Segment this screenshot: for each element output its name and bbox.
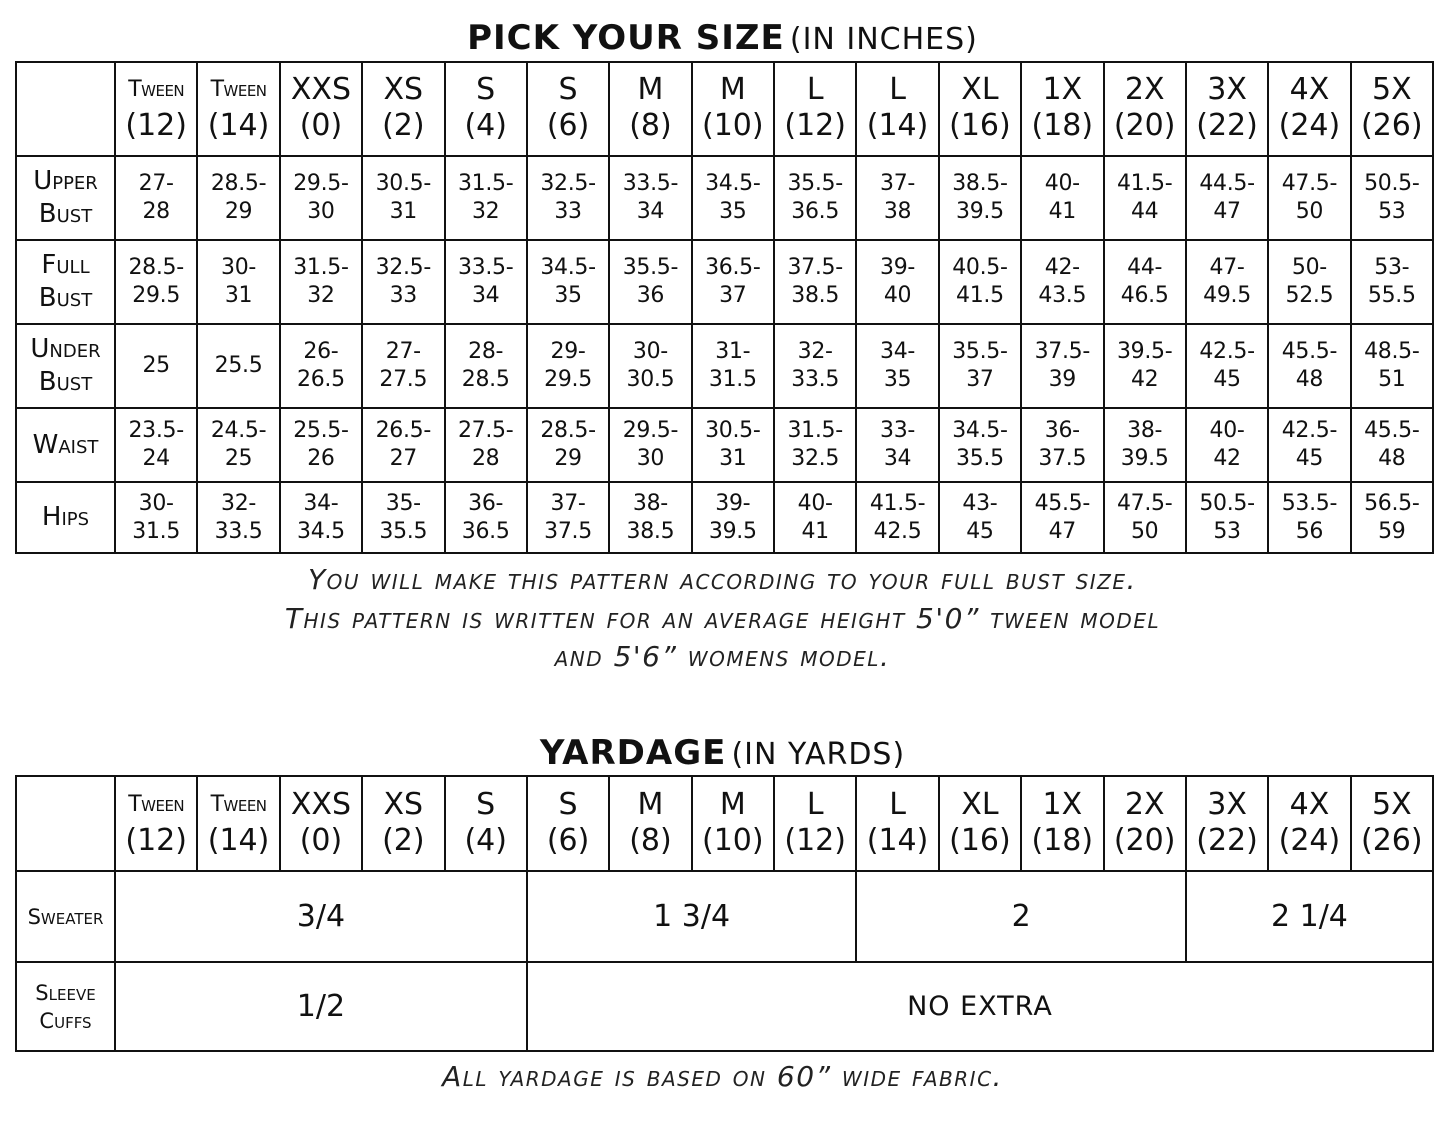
measurement-cell: 24.5- 25 — [197, 408, 279, 482]
yardage-chart-column-header — [197, 776, 279, 871]
size-number: (20) — [1113, 108, 1176, 143]
yardage-chart-corner-cell — [16, 776, 115, 871]
measurement-cell: 28.5- 29 — [527, 408, 609, 482]
measurement-cell: 39- 40 — [856, 240, 938, 324]
yardage-chart-row — [16, 871, 1433, 962]
size-name: L — [889, 786, 906, 822]
size-chart-row — [16, 156, 1433, 240]
yardage-chart-column-header — [115, 776, 197, 871]
measurement-cell: 25 — [115, 324, 197, 408]
yardage-chart-unit: (IN YARDS) — [731, 737, 906, 772]
measurement-cell: 35.5- 37 — [939, 324, 1021, 408]
measurement-cell: 50.5- 53 — [1351, 156, 1433, 240]
measurement-cell: 34.5- 35.5 — [939, 408, 1021, 482]
measurement-cell: 27- 27.5 — [362, 324, 444, 408]
size-chart-title-text: PICK YOUR SIZE — [467, 18, 785, 58]
size-name: XL — [961, 72, 999, 107]
size-chart-column-header — [115, 62, 197, 156]
size-number: (14) — [866, 822, 929, 858]
measurement-cell: 40- 42 — [1186, 408, 1268, 482]
size-name: S — [558, 786, 578, 822]
yardage-chart-title-text: YARDAGE — [539, 733, 727, 773]
yardage-chart-column-header — [609, 776, 691, 871]
size-chart-column-header — [1104, 62, 1186, 156]
size-name: M — [637, 72, 664, 107]
size-number: (12) — [784, 108, 846, 143]
measurement-cell: 48.5- 51 — [1351, 324, 1433, 408]
size-name: S — [476, 72, 496, 107]
size-number: (26) — [1361, 822, 1423, 858]
measurement-cell: 34- 35 — [856, 324, 938, 408]
size-number: (14) — [207, 822, 270, 858]
yardage-chart-column-header — [1186, 776, 1268, 871]
measurement-cell: 47.5- 50 — [1104, 482, 1186, 553]
size-number: (20) — [1113, 822, 1176, 858]
measurement-cell: 32.5- 33 — [527, 156, 609, 240]
size-number: (8) — [629, 822, 672, 858]
measurement-cell: 42- 43.5 — [1021, 240, 1103, 324]
measurement-cell: 31.5- 32 — [445, 156, 527, 240]
measurement-cell: 47- 49.5 — [1186, 240, 1268, 324]
size-number: (18) — [1031, 822, 1094, 858]
size-name: 4X — [1289, 72, 1330, 107]
measurement-cell: 30- 31 — [197, 240, 279, 324]
size-number: (14) — [207, 108, 270, 143]
measurement-cell: 34.5- 35 — [692, 156, 774, 240]
size-name: XXS — [290, 786, 352, 822]
yardage-chart-column-header — [1021, 776, 1103, 871]
size-name: Tween — [128, 77, 185, 102]
size-name: 4X — [1289, 786, 1330, 822]
size-chart-column-header — [445, 62, 527, 156]
size-chart-column-header — [774, 62, 856, 156]
yardage-chart-column-header — [280, 776, 362, 871]
measurement-cell: 42.5- 45 — [1268, 408, 1350, 482]
size-name: 2X — [1124, 786, 1165, 822]
size-chart-column-header — [1186, 62, 1268, 156]
size-number: (12) — [784, 822, 846, 858]
yardage-chart-column-header — [1268, 776, 1350, 871]
size-note-line: You will make this pattern according to your full bust size. — [308, 563, 1137, 596]
measurement-cell: 40- 41 — [1021, 156, 1103, 240]
size-name: L — [806, 72, 824, 107]
measurement-cell: 39- 39.5 — [692, 482, 774, 553]
yardage-chart-header-row — [16, 776, 1433, 871]
size-name: 3X — [1207, 72, 1247, 107]
yardage-chart-column-header — [1351, 776, 1433, 871]
yardage-chart-column-header — [692, 776, 774, 871]
size-number: (10) — [702, 822, 764, 858]
size-number: (6) — [546, 822, 590, 858]
measurement-cell: 25.5 — [197, 324, 279, 408]
size-name: XS — [383, 72, 424, 107]
measurement-cell: 23.5- 24 — [115, 408, 197, 482]
size-name: 1X — [1042, 72, 1083, 107]
measurement-cell: 29- 29.5 — [527, 324, 609, 408]
measurement-label: Upper Bust — [16, 156, 115, 240]
yardage-chart-column-header — [445, 776, 527, 871]
size-chart-row — [16, 482, 1433, 553]
measurement-cell: 35.5- 36.5 — [774, 156, 856, 240]
measurement-cell: 33- 34 — [856, 408, 938, 482]
measurement-cell: 37- 37.5 — [527, 482, 609, 553]
measurement-cell: 26.5- 27 — [362, 408, 444, 482]
size-number: (22) — [1196, 822, 1258, 858]
measurement-cell: 37.5- 38.5 — [774, 240, 856, 324]
measurement-cell: 34.5- 35 — [527, 240, 609, 324]
garment-label: Sweater — [16, 871, 115, 962]
size-name: S — [558, 72, 578, 107]
size-name: 2X — [1124, 72, 1165, 107]
yardage-chart-column-header — [362, 776, 444, 871]
size-chart-column-header — [1351, 62, 1433, 156]
measurement-cell: 32.5- 33 — [362, 240, 444, 324]
measurement-cell: 38- 38.5 — [609, 482, 691, 553]
yardage-cell: 2 — [856, 871, 1186, 962]
yardage-chart-column-header — [1104, 776, 1186, 871]
size-number: (6) — [546, 108, 590, 143]
yardage-chart-column-header — [527, 776, 609, 871]
size-chart-column-header — [527, 62, 609, 156]
measurement-cell: 45.5- 47 — [1021, 482, 1103, 553]
measurement-cell: 27- 28 — [115, 156, 197, 240]
size-chart-table — [15, 61, 1434, 554]
size-chart-column-header — [362, 62, 444, 156]
measurement-cell: 53- 55.5 — [1351, 240, 1433, 324]
size-name: S — [476, 786, 496, 822]
size-number: (4) — [464, 822, 507, 858]
measurement-cell: 28- 28.5 — [445, 324, 527, 408]
size-chart-column-header — [1021, 62, 1103, 156]
yardage-cell: 1 3/4 — [527, 871, 857, 962]
size-number: (2) — [382, 822, 425, 858]
measurement-cell: 28.5- 29.5 — [115, 240, 197, 324]
size-name: M — [719, 786, 746, 822]
yardage-chart-column-header — [774, 776, 856, 871]
size-number: (0) — [299, 822, 343, 858]
measurement-cell: 30- 31.5 — [115, 482, 197, 553]
measurement-cell: 38.5- 39.5 — [939, 156, 1021, 240]
yardage-chart-row — [16, 962, 1433, 1051]
size-note-line: and 5'6” womens model. — [554, 640, 891, 673]
size-chart-corner-cell — [16, 62, 115, 156]
measurement-cell: 29.5- 30 — [280, 156, 362, 240]
size-name: Tween — [210, 77, 267, 102]
measurement-cell: 50.5- 53 — [1186, 482, 1268, 553]
size-name: Tween — [128, 791, 185, 817]
measurement-cell: 30.5- 31 — [692, 408, 774, 482]
size-name: 5X — [1371, 786, 1412, 822]
measurement-cell: 42.5- 45 — [1186, 324, 1268, 408]
measurement-cell: 34- 34.5 — [280, 482, 362, 553]
measurement-cell: 33.5- 34 — [445, 240, 527, 324]
size-number: (10) — [702, 108, 764, 143]
measurement-cell: 35.5- 36 — [609, 240, 691, 324]
measurement-cell: 43- 45 — [939, 482, 1021, 553]
size-number: (2) — [382, 108, 425, 143]
measurement-cell: 29.5- 30 — [609, 408, 691, 482]
measurement-cell: 45.5- 48 — [1351, 408, 1433, 482]
size-number: (22) — [1196, 108, 1258, 143]
size-chart-column-header — [692, 62, 774, 156]
size-number: (0) — [299, 108, 343, 143]
size-name: XXS — [290, 72, 352, 107]
measurement-label: Under Bust — [16, 324, 115, 408]
size-chart-title — [0, 18, 1445, 62]
yardage-chart-title — [0, 733, 1445, 777]
size-chart-header-row — [16, 62, 1433, 156]
size-chart-column-header — [1268, 62, 1350, 156]
yardage-cell: 2 1/4 — [1186, 871, 1433, 962]
size-chart-column-header — [280, 62, 362, 156]
size-name: XS — [383, 786, 424, 822]
measurement-cell: 45.5- 48 — [1268, 324, 1350, 408]
measurement-cell: 31- 31.5 — [692, 324, 774, 408]
yardage-cell: 1/2 — [115, 962, 527, 1051]
size-chart-row — [16, 408, 1433, 482]
size-chart-row — [16, 324, 1433, 408]
measurement-cell: 35- 35.5 — [362, 482, 444, 553]
size-name: 3X — [1207, 786, 1247, 822]
measurement-cell: 41.5- 42.5 — [856, 482, 938, 553]
measurement-cell: 41.5- 44 — [1104, 156, 1186, 240]
size-chart-column-header — [197, 62, 279, 156]
measurement-cell: 38- 39.5 — [1104, 408, 1186, 482]
size-name: L — [806, 786, 824, 822]
measurement-cell: 33.5- 34 — [609, 156, 691, 240]
measurement-cell: 37.5- 39 — [1021, 324, 1103, 408]
measurement-cell: 30- 30.5 — [609, 324, 691, 408]
size-name: M — [719, 72, 746, 107]
measurement-cell: 32- 33.5 — [197, 482, 279, 553]
measurement-cell: 36.5- 37 — [692, 240, 774, 324]
size-number: (26) — [1361, 108, 1423, 143]
measurement-cell: 26- 26.5 — [280, 324, 362, 408]
measurement-cell: 44- 46.5 — [1104, 240, 1186, 324]
measurement-cell: 44.5- 47 — [1186, 156, 1268, 240]
size-chart-column-header — [609, 62, 691, 156]
measurement-cell: 28.5- 29 — [197, 156, 279, 240]
measurement-cell: 40.5- 41.5 — [939, 240, 1021, 324]
size-name: Tween — [210, 791, 267, 817]
yardage-chart-column-header — [939, 776, 1021, 871]
size-number: (14) — [866, 108, 929, 143]
measurement-cell: 36- 37.5 — [1021, 408, 1103, 482]
yardage-chart-column-header — [856, 776, 938, 871]
size-number: (18) — [1031, 108, 1094, 143]
size-number: (8) — [629, 108, 672, 143]
size-chart-row — [16, 240, 1433, 324]
measurement-cell: 40- 41 — [774, 482, 856, 553]
size-chart-column-header — [939, 62, 1021, 156]
size-name: XL — [961, 786, 999, 822]
measurement-cell: 56.5- 59 — [1351, 482, 1433, 553]
measurement-cell: 32- 33.5 — [774, 324, 856, 408]
size-chart-notes — [0, 561, 1445, 677]
measurement-cell: 27.5- 28 — [445, 408, 527, 482]
yardage-cell: NO EXTRA — [527, 962, 1433, 1051]
size-name: 1X — [1042, 786, 1083, 822]
measurement-label: Hips — [16, 482, 115, 553]
measurement-label: Full Bust — [16, 240, 115, 324]
measurement-cell: 36- 36.5 — [445, 482, 527, 553]
yardage-cell: 3/4 — [115, 871, 527, 962]
size-number: (12) — [125, 108, 187, 143]
garment-label: Sleeve Cuffs — [16, 962, 115, 1051]
measurement-label: Waist — [16, 408, 115, 482]
size-note-line: This pattern is written for an average height 5'0” tween model — [284, 601, 1161, 635]
size-name: L — [889, 72, 906, 107]
size-number: (24) — [1278, 822, 1341, 858]
size-name: 5X — [1371, 72, 1412, 107]
measurement-cell: 50- 52.5 — [1268, 240, 1350, 324]
measurement-cell: 30.5- 31 — [362, 156, 444, 240]
size-number: (4) — [464, 108, 507, 143]
size-number: (16) — [949, 108, 1011, 143]
measurement-cell: 53.5- 56 — [1268, 482, 1350, 553]
size-name: M — [637, 786, 664, 822]
measurement-cell: 31.5- 32 — [280, 240, 362, 324]
yardage-note: All yardage is based on 60” wide fabric. — [442, 1060, 1003, 1093]
size-chart-unit: (IN INCHES) — [789, 22, 978, 57]
measurement-cell: 37- 38 — [856, 156, 938, 240]
measurement-cell: 31.5- 32.5 — [774, 408, 856, 482]
yardage-chart-table — [15, 775, 1434, 1052]
size-number: (16) — [949, 822, 1011, 858]
size-number: (12) — [125, 822, 187, 858]
measurement-cell: 39.5- 42 — [1104, 324, 1186, 408]
measurement-cell: 47.5- 50 — [1268, 156, 1350, 240]
size-number: (24) — [1278, 108, 1341, 143]
measurement-cell: 25.5- 26 — [280, 408, 362, 482]
size-chart-column-header — [856, 62, 938, 156]
